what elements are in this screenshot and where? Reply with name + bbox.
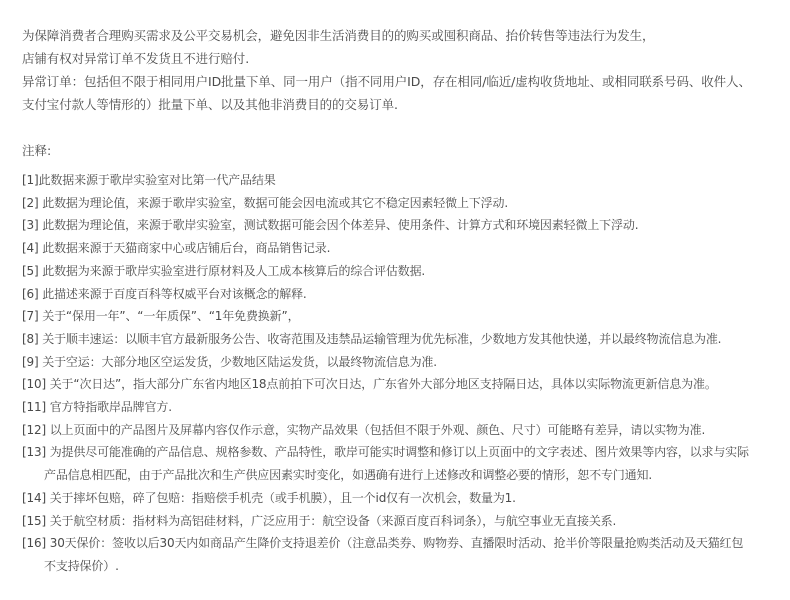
note-item	[22, 487, 786, 510]
notice-line: 店铺有权对异常订单不发货且不进行赔付.	[22, 51, 250, 66]
note-number: [6]	[22, 286, 39, 301]
note-number: [5]	[22, 263, 39, 278]
note-first-line	[22, 351, 786, 374]
note-text: 此数据来源于歌岸实验室对比第一代产品结果	[38, 173, 276, 187]
note-text: 关于空运：大部分地区空运发货，少数地区陆运发货，以最终物流信息为准.	[38, 354, 437, 369]
note-text: 关于航空材质：指材料为高铝硅材料，广泛应用于：航空设备（来源百度百科词条），与航空事业无直接关系.	[46, 513, 617, 528]
notice-line: 为保障消费者合理购买需求及公平交易机会，避免因非生活消费目的的购买或囤积商品、抬价转售等违法行为发生，	[22, 28, 655, 43]
note-text: 此数据为理论值，来源于歌岸实验室，测试数据可能会因个体差异、使用条件、计算方式和环境因素轻微上下浮动.	[38, 218, 639, 233]
notice-line: 支付宝付款人等情形的）批量下单、以及其他非消费目的的交易订单.	[22, 97, 398, 112]
note-item	[22, 351, 786, 374]
note-item	[22, 237, 786, 260]
notes-list	[22, 169, 786, 578]
note-number: [8]	[22, 331, 39, 346]
note-first-line	[22, 283, 786, 306]
note-first-line	[22, 441, 786, 464]
note-item	[22, 283, 786, 306]
note-item	[22, 510, 786, 533]
note-text: 以上页面中的产品图片及屏幕内容仅作示意，实物产品效果（包括但不限于外观、颜色、尺寸）可能略有差异，请以实物为准.	[46, 422, 706, 437]
note-number: [7]	[22, 309, 39, 324]
note-continuation-line	[22, 555, 786, 578]
note-text: 此数据为理论值，来源于歌岸实验室，数据可能会因电流或其它不稳定因素轻微上下浮动.	[38, 195, 509, 210]
note-text: 官方特指歌岸品牌官方.	[46, 400, 172, 415]
note-first-line	[22, 532, 786, 555]
note-first-line	[22, 169, 786, 192]
note-number: [9]	[22, 354, 39, 369]
note-item	[22, 532, 786, 577]
note-first-line	[22, 214, 786, 237]
note-text: 关于摔坏包赔，碎了包赔：指赔偿手机壳（或手机膜），且一个id仅有一次机会，数量为1.	[46, 490, 516, 505]
note-text: 关于“保用一年”、“一年质保”、“1年免费换新”，	[38, 309, 300, 324]
note-item	[22, 328, 786, 351]
note-first-line	[22, 373, 786, 396]
note-text: 关于“次日达”，指大部分广东省内地区18点前拍下可次日达，广东省外大部分地区支持隔日达，具体以实际物流更新信息为准。	[46, 377, 717, 392]
note-first-line	[22, 237, 786, 260]
notice-line: 异常订单：包括但不限于相同用户ID批量下单、同一用户（指不同用户ID，存在相同/临近/虚构收货地址、或相同联系号码、收件人、	[22, 74, 751, 89]
note-number: [11]	[22, 400, 47, 415]
abnormal-order-notice	[22, 24, 782, 116]
note-number: [12]	[22, 422, 47, 437]
note-text: 此描述来源于百度百科等权威平台对该概念的解释.	[38, 286, 307, 301]
note-text: 关于顺丰速运：以顺丰官方最新服务公告、收寄范围及违禁品运输管理为优先标准，少数地方发其他快递，并以最终物流信息为准.	[38, 331, 722, 346]
note-text: 不支持保价）.	[44, 558, 119, 573]
note-first-line	[22, 192, 786, 215]
note-first-line	[22, 328, 786, 351]
note-number: [14]	[22, 490, 47, 505]
note-item	[22, 192, 786, 215]
note-first-line	[22, 260, 786, 283]
note-item	[22, 419, 786, 442]
note-continuation-line	[22, 464, 786, 487]
note-item	[22, 441, 786, 486]
note-item	[22, 305, 786, 328]
note-number: [1]	[22, 173, 39, 187]
notes-title: 注释:	[22, 143, 52, 158]
note-item	[22, 396, 786, 419]
note-item	[22, 169, 786, 192]
note-number: [10]	[22, 377, 47, 392]
note-number: [16]	[22, 536, 47, 551]
note-first-line	[22, 419, 786, 442]
note-text: 为提供尽可能准确的产品信息、规格参数、产品特性，歌岸可能实时调整和修订以上页面中的文字表述、图片效果等内容，以求与实际	[46, 445, 749, 460]
note-item	[22, 260, 786, 283]
note-item	[22, 373, 786, 396]
note-first-line	[22, 487, 786, 510]
note-number: [15]	[22, 513, 47, 528]
note-item	[22, 214, 786, 237]
note-text: 此数据来源于天猫商家中心或店铺后台，商品销售记录.	[38, 241, 331, 256]
note-text: 30天保价：签收以后30天内如商品产生降价支持退差价（注意品类券、购物券、直播限时活动、抢半价等限量抢购类活动及天猫红包	[46, 536, 744, 551]
note-first-line	[22, 510, 786, 533]
note-text: 此数据为来源于歌岸实验室进行原材料及人工成本核算后的综合评估数据.	[38, 263, 426, 278]
note-first-line	[22, 396, 786, 419]
note-number: [2]	[22, 195, 39, 210]
note-first-line	[22, 305, 786, 328]
note-number: [3]	[22, 218, 39, 233]
note-text: 产品信息相匹配，由于产品批次和生产供应因素实时变化，如遇确有进行上述修改和调整必要的情形，恕不专门通知.	[44, 468, 653, 483]
note-number: [4]	[22, 241, 39, 256]
note-number: [13]	[22, 445, 47, 460]
